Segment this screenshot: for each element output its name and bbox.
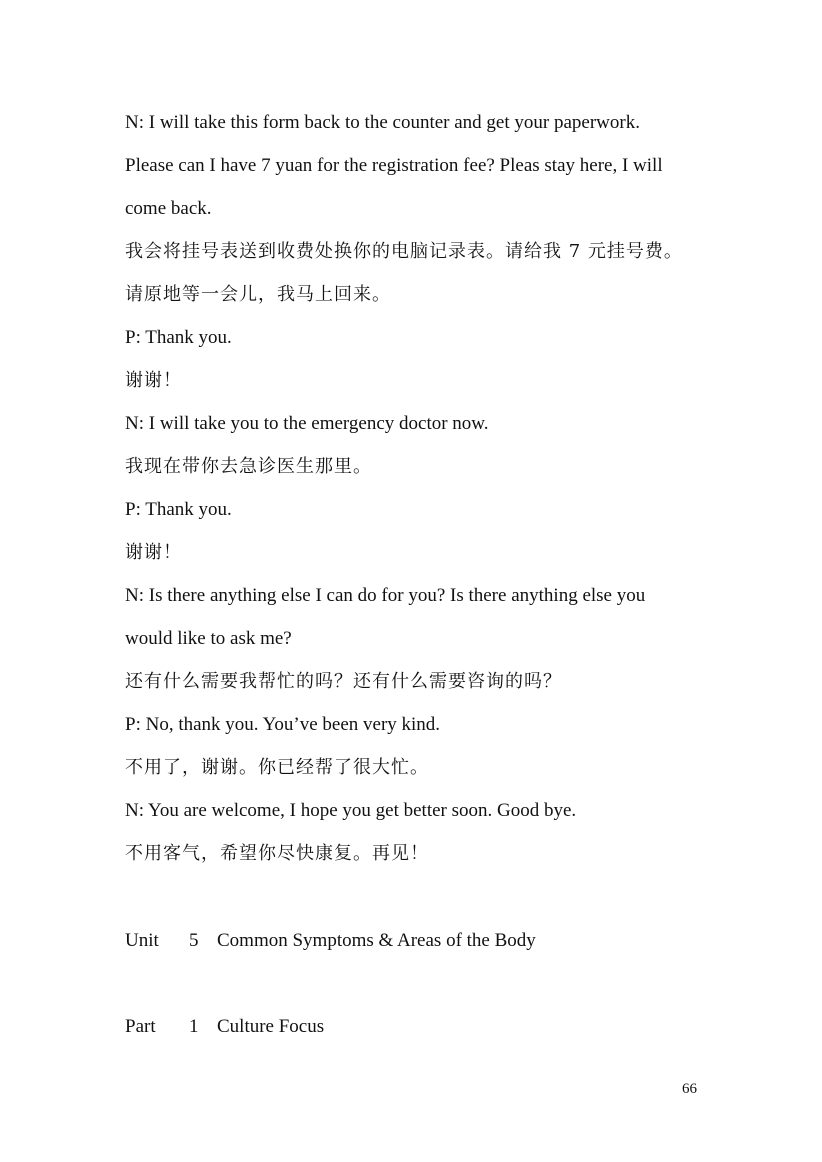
dialogue-line-nurse-cont: would like to ask me?: [125, 628, 292, 649]
dialogue-line-nurse-cont: Please can I have 7 yuan for the registration fee? Pleas stay here, I will: [125, 155, 663, 176]
translation-line: 还有什么需要我帮忙的吗？还有什么需要咨询的吗？: [125, 671, 562, 692]
translation-line: 我会将挂号表送到收费处换你的电脑记录表。请给我 7 元挂号费。: [125, 241, 683, 262]
dialogue-line-nurse: N: I will take this form back to the counter and get your paperwork.: [125, 112, 640, 133]
dialogue-line-nurse: N: You are welcome, I hope you get better soon. Good bye.: [125, 800, 577, 821]
part-heading: [125, 1015, 324, 1039]
translation-line: 请原地等一会儿，我马上回来。: [125, 284, 391, 305]
translation-line: 谢谢！: [125, 370, 182, 391]
dialogue-line-patient: P: Thank you.: [125, 327, 232, 348]
dialogue-line-patient: P: No, thank you. You’ve been very kind.: [125, 714, 441, 735]
unit-number: 5: [189, 930, 199, 951]
dialogue-line-nurse: N: Is there anything else I can do for you? Is there anything else you: [125, 585, 646, 606]
part-title: Culture Focus: [217, 1016, 325, 1037]
translation-line: 不用客气，希望你尽快康复。再见！: [125, 843, 429, 864]
dialogue-line-patient: P: Thank you.: [125, 499, 232, 520]
unit-heading: [125, 929, 536, 953]
translation-line: 谢谢！: [125, 542, 182, 563]
translation-line: 我现在带你去急诊医生那里。: [125, 456, 372, 477]
dialogue-line-nurse: N: I will take you to the emergency doctor now.: [125, 413, 489, 434]
part-number: 1: [189, 1016, 199, 1037]
translation-line: 不用了，谢谢。你已经帮了很大忙。: [125, 757, 429, 778]
unit-title: Common Symptoms & Areas of the Body: [217, 930, 536, 951]
part-label: Part: [125, 1016, 156, 1037]
dialogue-line-nurse-cont: come back.: [125, 198, 212, 219]
page-number: 66: [682, 1081, 697, 1097]
unit-label: Unit: [125, 930, 159, 951]
